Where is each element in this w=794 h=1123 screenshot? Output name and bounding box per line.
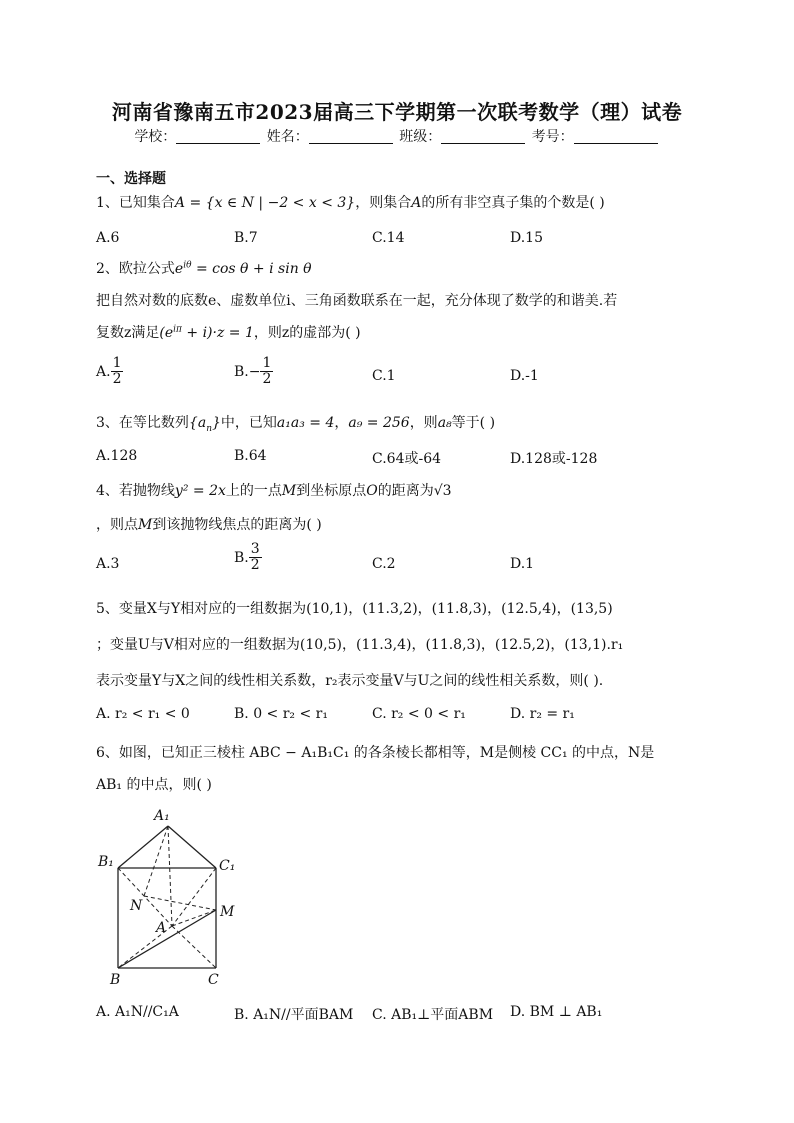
label-b: B: [110, 972, 121, 988]
q2-eq: (e: [159, 325, 174, 341]
q4-text: 的距离为: [377, 483, 434, 499]
q6-option-b[interactable]: B. A₁N//平面BAM: [234, 1007, 354, 1023]
q3-seq-sub: n: [206, 423, 212, 434]
q4-text: 上的一点: [225, 483, 282, 499]
q1-option-a[interactable]: A.6: [96, 230, 120, 246]
segment-ab1-hidden: [118, 868, 172, 926]
q2-formula: = cos θ + i sin θ: [191, 261, 312, 277]
q3-seq: }: [211, 415, 221, 431]
question-1: [96, 192, 605, 212]
q2-text: ，则z的虚部为( ): [253, 325, 361, 341]
numerator: 1: [112, 355, 122, 371]
name-label: 姓名：: [266, 129, 309, 145]
q2-option-c[interactable]: C.1: [372, 368, 396, 384]
q2-formula: e: [174, 261, 184, 277]
q1-text: 1、已知集合: [96, 195, 175, 211]
label-c: C: [208, 972, 219, 988]
question-4: [96, 480, 452, 500]
q4-origin: O: [366, 483, 378, 499]
q2-option-b-label: B.−: [234, 363, 261, 380]
q2-option-a[interactable]: [96, 356, 123, 388]
fraction: [249, 542, 262, 574]
label-n: N: [130, 898, 143, 914]
q2-text: 复数z满足: [96, 325, 160, 341]
q3-ask: a₈: [437, 415, 452, 431]
class-label: 班级：: [399, 129, 442, 145]
q6-option-c[interactable]: C. AB₁⊥平面ABM: [372, 1007, 494, 1023]
q3-cond: a₉ = 256: [348, 415, 410, 431]
number-label: 考号：: [531, 129, 574, 145]
q4-line-2: [96, 514, 322, 534]
q3-text: ，: [334, 415, 349, 431]
denominator: 2: [112, 371, 122, 388]
q2-exp: iθ: [183, 260, 192, 271]
section-heading: 一、选择题: [96, 171, 166, 187]
q3-text: ，则: [409, 415, 438, 431]
q4-point: M: [138, 517, 153, 533]
class-blank[interactable]: [441, 129, 525, 144]
q1-option-c[interactable]: C.14: [372, 230, 405, 246]
q4-text: 4、若抛物线: [96, 483, 175, 499]
q5-line-3: 表示变量Y与X之间的线性相关系数，r₂表示变量V与U之间的线性相关系数，则( ).: [96, 673, 604, 689]
label-a: A: [156, 920, 167, 936]
q1-option-b[interactable]: B.7: [234, 230, 258, 246]
label-c1: C₁: [219, 858, 236, 874]
prism-figure: [96, 798, 246, 988]
q4-option-b-label: B.: [234, 549, 249, 566]
q4-text: ，则点: [96, 517, 138, 533]
denominator: 2: [262, 371, 272, 388]
q6-option-d[interactable]: D. BM ⊥ AB₁: [510, 1004, 603, 1020]
q6-line-2: AB₁ 的中点，则( ): [96, 777, 212, 793]
q1-text: ，则集合: [355, 195, 412, 211]
question-2: [96, 258, 312, 278]
denominator: 2: [250, 557, 260, 574]
edge-a1c1: [168, 826, 216, 868]
q4-text: 到该抛物线焦点的距离为( ): [152, 517, 322, 533]
edge-ac-hidden: [172, 926, 216, 968]
segment-nm-hidden: [144, 896, 216, 910]
fraction: [260, 356, 273, 388]
question-3: [96, 412, 495, 434]
q3-option-d[interactable]: D.128或-128: [510, 451, 598, 467]
q1-text: 的所有非空真子集的个数是( ): [421, 195, 605, 211]
q5-option-a[interactable]: A. r₂ < r₁ < 0: [96, 706, 190, 722]
q2-option-d[interactable]: D.-1: [510, 368, 539, 384]
q5-option-b[interactable]: B. 0 < r₂ < r₁: [234, 706, 328, 722]
q5-line-1: 5、变量X与Y相对应的一组数据为(10,1)，(11.3,2)，(11.8,3)，(12.5,4)，(13,5): [96, 601, 613, 617]
q3-text: 等于( ): [451, 415, 496, 431]
q2-line-2: 把自然对数的底数e、虚数单位i、三角函数联系在一起，充分体现了数学的和谐美.若: [96, 293, 618, 309]
q6-option-a[interactable]: A. A₁N//C₁A: [96, 1004, 179, 1020]
q3-option-b[interactable]: B.64: [234, 448, 267, 464]
q6-line-1: 6、如图，已知正三棱柱 ABC − A₁B₁C₁ 的各条棱长都相等，M是侧棱 CC₁ 的中点，N是: [96, 745, 655, 761]
label-a1: A₁: [154, 808, 170, 824]
q4-option-b[interactable]: [234, 542, 262, 574]
numerator: 1: [262, 355, 272, 371]
fraction: [111, 356, 124, 388]
q2-eq: + i)·z = 1: [181, 325, 254, 341]
q3-text: 3、在等比数列: [96, 415, 189, 431]
q4-text: 到坐标原点: [296, 483, 367, 499]
segment-c1a-hidden: [172, 868, 216, 926]
q5-option-d[interactable]: D. r₂ = r₁: [510, 706, 575, 722]
q2-option-b[interactable]: [234, 356, 273, 388]
label-b1: B₁: [98, 854, 114, 870]
q1-set: A = {x ∈ N | −2 < x < 3}: [174, 195, 356, 211]
q4-dist: √3: [433, 483, 452, 499]
q1-option-d[interactable]: D.15: [510, 230, 543, 246]
q2-eq-exp: iπ: [173, 324, 182, 335]
q4-point: M: [281, 483, 297, 499]
name-blank[interactable]: [309, 129, 393, 144]
q4-option-c[interactable]: C.2: [372, 556, 396, 572]
segment-bm: [118, 910, 216, 968]
q2-text: 2、欧拉公式: [96, 261, 175, 277]
q4-option-a[interactable]: A.3: [96, 556, 120, 572]
q4-curve: y² = 2x: [174, 483, 226, 499]
student-info-row: [0, 126, 794, 146]
school-label: 学校：: [134, 129, 177, 145]
page-title: 河南省豫南五市2023届高三下学期第一次联考数学（理）试卷: [111, 100, 683, 124]
number-blank[interactable]: [574, 129, 658, 144]
edge-aa1-hidden: [168, 826, 172, 926]
q5-line-2: ；变量U与V相对应的一组数据为(10,5)，(11.3,4)，(11.8,3)，(12.5,2)，(13,1).r₁: [96, 637, 624, 653]
q2-option-a-label: A.: [96, 363, 111, 380]
q3-cond: a₁a₃ = 4: [276, 415, 335, 431]
q2-line-3: [96, 322, 361, 342]
q3-option-c[interactable]: C.64或-64: [372, 451, 442, 467]
label-m: M: [220, 904, 235, 920]
q3-option-a[interactable]: A.128: [96, 448, 138, 464]
q3-text: 中，已知: [220, 415, 277, 431]
q3-seq: {a: [188, 415, 207, 431]
q1-var: A: [411, 195, 422, 211]
numerator: 3: [250, 541, 260, 557]
q5-option-c[interactable]: C. r₂ < 0 < r₁: [372, 706, 466, 722]
school-blank[interactable]: [176, 129, 260, 144]
q4-option-d[interactable]: D.1: [510, 556, 535, 572]
